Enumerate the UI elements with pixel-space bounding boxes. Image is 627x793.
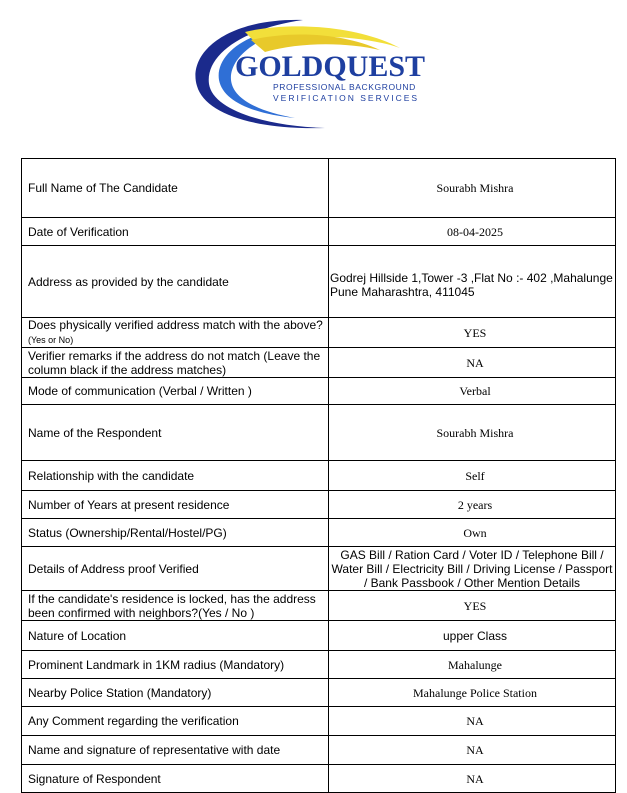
row-label: Name of the Respondent [22,405,329,461]
row-value: NA [329,765,616,793]
row-label: Details of Address proof Verified [22,547,329,591]
table-row [22,519,616,547]
row-label: If the candidate's residence is locked, has the address been confirmed with neighbors?(Yes / No ) [22,591,329,621]
table-row [22,591,616,621]
table-row [22,159,616,218]
row-value: Sourabh Mishra [329,159,616,218]
table-row [22,547,616,591]
logo-line2: VERIFICATION SERVICES [273,93,420,103]
row-label: Date of Verification [22,218,329,246]
row-label: Name and signature of representative with date [22,736,329,765]
row-label: Full Name of The Candidate [22,159,329,218]
row-label: Relationship with the candidate [22,461,329,491]
logo-line1: PROFESSIONAL BACKGROUND [273,82,416,92]
table-row [22,348,616,378]
row-label: Prominent Landmark in 1KM radius (Mandatory) [22,651,329,679]
row-value: GAS Bill / Ration Card / Voter ID / Telephone Bill / Water Bill / Electricity Bill / Driving License / Passport / Bank Passbook / Other Mention Details [329,547,616,591]
row-value: 08-04-2025 [329,218,616,246]
row-label-note: (Yes or No) [28,335,74,345]
table-row [22,378,616,405]
row-label: Mode of communication (Verbal / Written ) [22,378,329,405]
row-value: Self [329,461,616,491]
row-value: NA [329,736,616,765]
table-row [22,218,616,246]
goldquest-logo [185,14,455,132]
row-label-text: Does physically verified address match with the above? [28,318,323,332]
table-row [22,707,616,736]
row-label: Any Comment regarding the verification [22,707,329,736]
row-label: Status (Ownership/Rental/Hostel/PG) [22,519,329,547]
table-row [22,491,616,519]
row-label: Signature of Respondent [22,765,329,793]
row-value: Mahalunge Police Station [329,679,616,707]
table-row [22,246,616,318]
row-value: YES [329,591,616,621]
table-row [22,651,616,679]
table-row [22,765,616,793]
row-value: Verbal [329,378,616,405]
row-label: Address as provided by the candidate [22,246,329,318]
row-value: Godrej Hillside 1,Tower -3 ,Flat No :- 402 ,Mahalunge Pune Maharashtra, 411045 [329,246,616,318]
row-value: YES [329,318,616,348]
row-value: Mahalunge [329,651,616,679]
row-value: NA [329,707,616,736]
table-row [22,318,616,348]
table-row [22,461,616,491]
verification-table [21,158,616,793]
row-label: Number of Years at present residence [22,491,329,519]
row-value: Own [329,519,616,547]
row-label [22,318,329,348]
row-value: Sourabh Mishra [329,405,616,461]
row-label: Verifier remarks if the address do not match (Leave the column black if the address matches) [22,348,329,378]
table-row [22,621,616,651]
row-value: NA [329,348,616,378]
row-value: upper Class [329,621,616,651]
logo-name: GOLDQUEST [235,50,426,83]
row-label: Nearby Police Station (Mandatory) [22,679,329,707]
table-row [22,679,616,707]
table-row [22,736,616,765]
table-row [22,405,616,461]
row-value: 2 years [329,491,616,519]
row-label: Nature of Location [22,621,329,651]
